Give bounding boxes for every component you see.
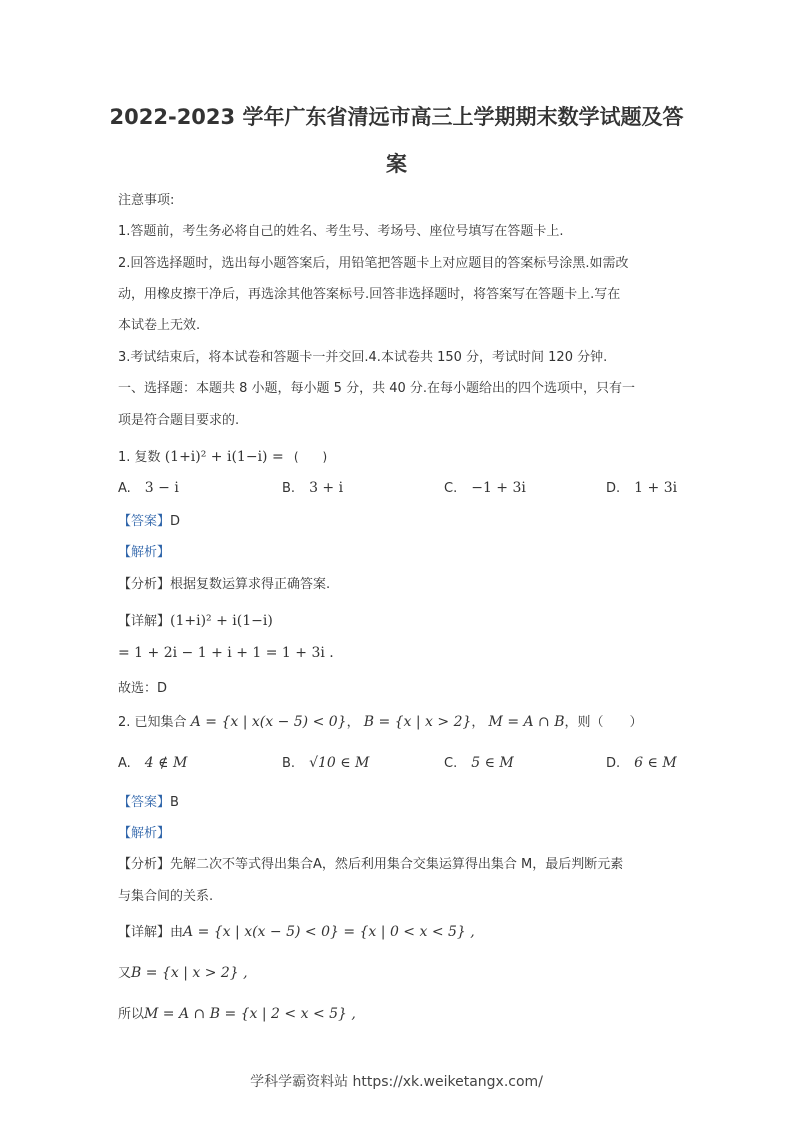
q2-option-d: D. 6 ∈ M [606,755,677,771]
question-2-stem: 2. 已知集合 A = {x | x(x − 5) < 0}， B = {x | x > 2}， M = A ∩ B，则（ ） [118,714,643,730]
set-b: B = {x | x > 2} [363,714,472,730]
notice-item-2-line3: 本试卷上无效. [118,318,201,333]
q2-option-c: C. 5 ∈ M [444,755,514,771]
notice-item-2-line2: 动，用橡皮擦干净后，再选涂其他答案标号.回答非选择题时，将答案写在答题卡上.写在 [118,287,621,302]
q1-detail: 【详解】(1+i)² + i(1−i) [118,613,273,629]
page-title-line2: 案 [386,152,407,176]
page-title-line1: 2022-2023 学年广东省清远市高三上学期期末数学试题及答 [109,105,684,129]
q1-option-a: A. 3 − i [118,480,179,496]
q2-option-b: B. √10 ∈ M [282,755,370,771]
notice-heading: 注意事项: [118,193,175,208]
set-a: A = {x | x(x − 5) < 0} [190,714,347,730]
answer-tag: 【答案】 [118,514,171,529]
q1-option-d: D. 1 + 3i [606,480,678,496]
q2-fenxi-line2: 与集合间的关系. [118,889,214,904]
set-m: M = A ∩ B [488,714,565,730]
q2-answer: 【答案】B [118,795,179,810]
q1-analysis-tag: 【解析】 [118,545,171,560]
section-heading-line1: 一、选择题：本题共 8 小题，每小题 5 分，共 40 分.在每小题给出的四个选项中，只有一 [118,381,636,396]
section-heading-line2: 项是符合题目要求的. [118,413,240,428]
q2-detail-m: 所以M = A ∩ B = {x | 2 < x < 5} , [118,1006,356,1022]
q2-analysis-tag: 【解析】 [118,826,171,841]
q1-detail-line2: = 1 + 2i − 1 + i + 1 = 1 + 3i . [118,645,334,661]
q2-detail: 【详解】由A = {x | x(x − 5) < 0} = {x | 0 < x < 5} , [118,924,475,940]
q2-detail-b: 又B = {x | x > 2} , [118,965,248,981]
q2-fenxi-line1: 【分析】先解二次不等式得出集合A，然后利用集合交集运算得出集合 M，最后判断元素 [118,857,624,872]
notice-item-1: 1.答题前，考生务必将自己的姓名、考生号、考场号、座位号填写在答题卡上. [118,224,564,239]
notice-item-3: 3.考试结束后，将本试卷和答题卡一并交回.4.本试卷共 150 分，考试时间 120 分钟. [118,350,608,365]
question-1-number: 1. [118,450,131,465]
question-1-stem [118,446,327,465]
q1-option-b: B. 3 + i [282,480,344,496]
notice-item-2-line1: 2.回答选择题时，选出每小题答案后，用铅笔把答题卡上对应题目的答案标号涂黑.如需改 [118,256,629,271]
q2-option-a: A. 4 ∉ M [118,755,188,771]
question-1-paren: ( ) [293,450,328,464]
question-1-formula: (1+i)² + i(1−i) = [164,449,284,465]
q1-conclusion: 故选：D [118,681,168,696]
q1-option-c: C. −1 + 3i [444,480,526,496]
page-footer: 学科学霸资料站 https://xk.weiketangx.com/ [250,1074,543,1090]
q1-fenxi: 【分析】根据复数运算求得正确答案. [118,577,331,592]
question-1-prefix: 复数 [134,450,161,465]
q1-answer: 【答案】D [118,514,181,529]
